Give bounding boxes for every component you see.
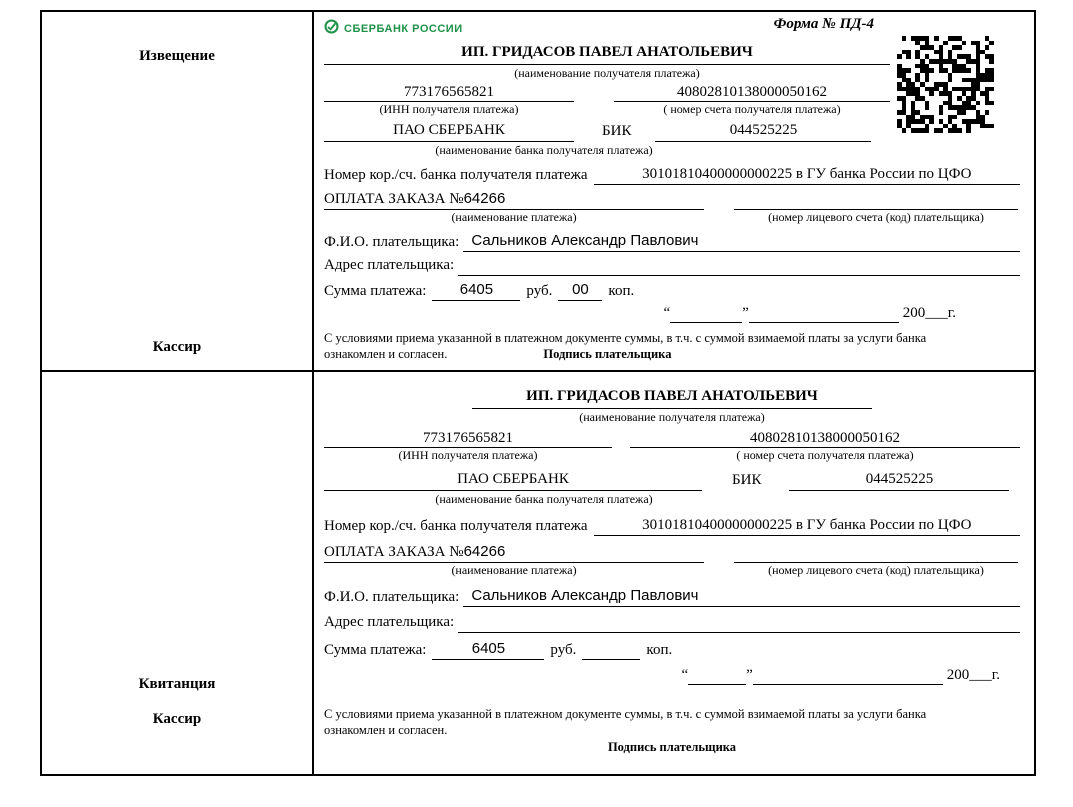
payment-purpose: [324, 542, 704, 563]
amount-label: Сумма платежа:: [324, 641, 427, 658]
date-day-blank: [670, 306, 742, 323]
date-month-blank: [749, 306, 899, 323]
recipient-caption: (наименование получателя платежа): [579, 410, 765, 425]
account-value: 40802810138000050162: [630, 430, 1020, 448]
bik-label: БИК: [732, 472, 762, 489]
quote-open: “: [681, 666, 689, 683]
bank-name-value: ПАО СБЕРБАНК: [324, 469, 702, 490]
corr-account-value: 30101810400000000225 в ГУ банка России по ЦФО: [594, 515, 1020, 536]
terms-text: [324, 707, 1020, 738]
cashier-label: Кассир: [152, 339, 202, 355]
payment-name-caption: (наименование платежа): [451, 563, 577, 577]
terms-line-1: С условиями приема указанной в платежном документе суммы, в т.ч. с суммой взимаемой платы за услуги банка: [324, 707, 927, 721]
amount-row: [324, 639, 1020, 660]
payer-code-caption: (номер лицевого счета (код) плательщика): [768, 563, 984, 577]
date-row: [324, 665, 1020, 685]
payer-address-label: Адрес плательщика:: [324, 257, 455, 274]
form-number: Форма № ПД-4: [773, 16, 874, 32]
rubles-label: руб.: [550, 641, 577, 658]
notice-section: [40, 10, 1036, 372]
inn-value: 773176565821: [324, 430, 612, 448]
payment-purpose-row: [324, 542, 1020, 563]
receipt-section: [40, 370, 1036, 776]
inn-value: 773176565821: [324, 84, 574, 102]
sberbank-logo: [324, 16, 463, 39]
inn-caption: (ИНН получателя платежа): [398, 448, 538, 463]
payer-name-value: Сальников Александр Павлович: [463, 586, 1020, 607]
amount-row: [324, 280, 1020, 301]
payer-code-caption: (номер лицевого счета (код) плательщика): [768, 210, 984, 224]
bik-label: БИК: [602, 123, 632, 140]
date-month-blank: [753, 668, 943, 685]
amount-label: Сумма платежа:: [324, 282, 427, 299]
date-day-blank: [688, 668, 746, 685]
payer-name-row: [324, 231, 1020, 252]
payment-purpose: [324, 189, 704, 210]
notice-main-area: [324, 16, 890, 158]
quote-close: ”: [742, 304, 749, 321]
corr-account-row: [324, 164, 1020, 185]
payer-code-blank-line: [734, 546, 1018, 563]
header-row: [324, 16, 890, 42]
terms-line-2-row: [324, 347, 1020, 363]
bank-row: [324, 120, 890, 141]
corr-account-label: Номер кор./сч. банка получателя платежа: [324, 517, 588, 534]
inn-account-row: [324, 84, 890, 102]
account-caption: ( номер счета получателя платежа): [736, 448, 914, 463]
recipient-name: ИП. ГРИДАСОВ ПАВЕЛ АНАТОЛЬЕВИЧ: [324, 42, 890, 65]
recipient-name: ИП. ГРИДАСОВ ПАВЕЛ АНАТОЛЬЕВИЧ: [472, 386, 872, 409]
sberbank-logo-icon: [324, 19, 339, 39]
terms-line-2: ознакомлен и согласен.: [324, 722, 448, 737]
payment-purpose-captions: [324, 210, 1020, 225]
quote-open: “: [663, 304, 671, 321]
account-value: 40802810138000050162: [614, 84, 890, 102]
pd4-form: [40, 10, 1036, 776]
payer-code-blank-line: [734, 193, 1018, 210]
inn-caption: (ИНН получателя платежа): [379, 102, 519, 117]
bik-value: 044525225: [789, 469, 1009, 490]
notice-form-area: [314, 12, 1034, 370]
account-caption: ( номер счета получателя платежа): [663, 102, 841, 117]
rubles-label: руб.: [526, 282, 553, 299]
payer-address-row: [324, 255, 1020, 275]
cashier-label: Кассир: [152, 711, 202, 727]
date-row: [324, 303, 1020, 323]
payer-signature-label: Подпись плательщика: [607, 740, 737, 755]
bank-caption: (наименование банка получателя платежа): [435, 142, 653, 157]
bank-name-value: ПАО СБЕРБАНК: [324, 120, 574, 141]
qr-code: [897, 36, 994, 133]
inn-account-captions: [324, 102, 890, 117]
corr-account-row: [324, 515, 1020, 536]
sberbank-logo-text: СБЕРБАНК РОССИИ: [344, 23, 463, 35]
notice-label: Извещение: [139, 48, 215, 64]
inn-account-row: [324, 430, 1020, 448]
recipient-caption: (наименование получателя платежа): [514, 66, 700, 81]
receipt-label: Квитанция: [138, 676, 216, 692]
payer-address-row: [324, 612, 1020, 632]
payment-purpose-captions: [324, 563, 1020, 578]
inn-account-captions: [324, 448, 1020, 463]
bank-row: [324, 469, 1020, 490]
amount-value: 6405: [432, 280, 520, 301]
receipt-form-area: [314, 372, 1034, 774]
payment-name-caption: (наименование платежа): [451, 210, 577, 224]
payment-purpose-label: ОПЛАТА ЗАКАЗА №: [324, 190, 464, 207]
bik-value: 044525225: [655, 120, 871, 141]
year-label: 200___г.: [902, 304, 956, 321]
corr-account-value: 30101810400000000225 в ГУ банка России по ЦФО: [594, 164, 1020, 185]
kopecks-label: коп.: [608, 282, 635, 299]
corr-account-label: Номер кор./сч. банка получателя платежа: [324, 166, 588, 183]
bank-caption: (наименование банка получателя платежа): [435, 491, 653, 506]
quote-close: ”: [746, 666, 753, 683]
payer-address-blank-line: [458, 259, 1020, 276]
payment-purpose-value: 64266: [463, 189, 506, 207]
receipt-left-column: [42, 372, 314, 774]
kopecks-label: коп.: [646, 641, 673, 658]
payer-name-value: Сальников Александр Павлович: [463, 231, 1020, 252]
terms-line-1: С условиями приема указанной в платежном документе суммы, в т.ч. с суммой взимаемой платы за услуги банка: [324, 331, 927, 345]
payment-purpose-row: [324, 189, 1020, 210]
year-label: 200___г.: [946, 666, 1000, 683]
notice-left-column: [42, 12, 314, 370]
payment-purpose-value: 64266: [463, 542, 506, 560]
terms-line-2: ознакомлен и согласен.: [324, 346, 448, 361]
amount-value: 6405: [432, 639, 544, 660]
payer-address-label: Адрес плательщика:: [324, 614, 455, 631]
payer-name-label: Ф.И.О. плательщика:: [324, 589, 460, 605]
payer-address-blank-line: [458, 616, 1020, 633]
payment-purpose-label: ОПЛАТА ЗАКАЗА №: [324, 543, 464, 560]
payer-name-label: Ф.И.О. плательщика:: [324, 234, 460, 250]
kopecks-value: 00: [558, 280, 602, 301]
terms-text: [324, 331, 1020, 362]
kopecks-value: [582, 659, 640, 660]
payer-name-row: [324, 586, 1020, 607]
payer-signature-label: Подпись плательщика: [543, 346, 672, 361]
